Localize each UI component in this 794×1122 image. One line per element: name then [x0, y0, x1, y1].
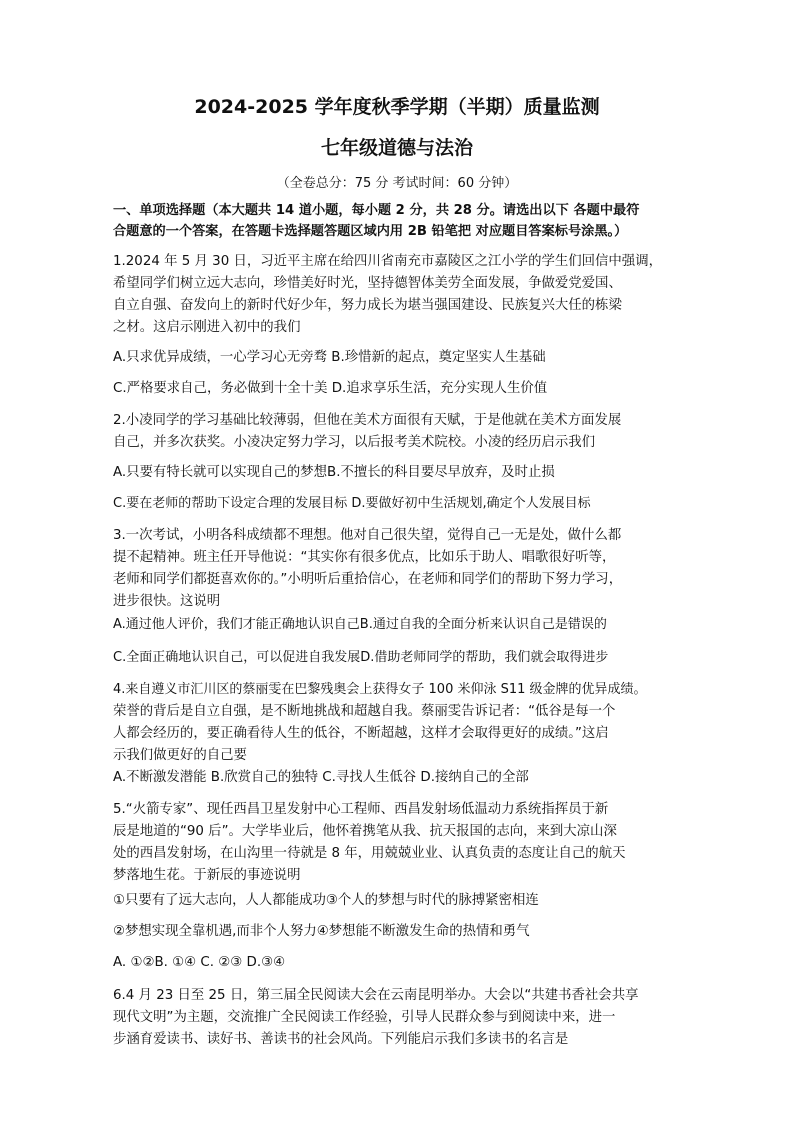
section-instructions-line: 一、单项选择题（本大题共 14 道小题，每小题 2 分，共 28 分。请选出以下 各题中最符 — [113, 203, 640, 218]
question-3-option-line: A.通过他人评价，我们才能正确地认识自己B.通过自我的全面分析来认识自己是错误的 — [113, 617, 607, 632]
question-5-stem-line: 处的西昌发射场，在山沟里一待就是 8 年，用兢兢业业、认真负责的态度让自己的航天 — [113, 846, 626, 861]
question-1-option-line: A.只求优异成绩，一心学习心无旁骛 B.珍惜新的起点，奠定坚实人生基础 — [113, 350, 546, 365]
question-1-stem-line: 希望同学们树立远大志向，珍惜美好时光，坚持德智体美劳全面发展，争做爱党爱国、 — [113, 276, 622, 291]
question-5-option-line: A. ①②B. ①④ C. ②③ D.③④ — [113, 955, 286, 970]
section-instructions-line: 合题意的一个答案，在答题卡选择题答题区域内用 2B 铅笔把 对应题目答案标号涂黑。） — [113, 224, 628, 239]
question-5-stem-line: 5.“火箭专家”、现任西昌卫星发射中心工程师、西昌发射场低温动力系统指挥员于新 — [113, 802, 609, 817]
question-5-statement-line: ①只要有了远大志向，人人都能成功③个人的梦想与时代的脉搏紧密相连 — [113, 893, 539, 908]
question-1-stem-line: 自立自强、奋发向上的新时代好少年，努力成长为堪当强国建设、民族复兴大任的栋梁 — [113, 298, 622, 313]
question-5-stem-line: 梦落地生花。于新辰的事迹说明 — [113, 868, 301, 883]
question-3-stem-line: 老师和同学们都挺喜欢你的。”小明听后重拾信心，在老师和同学们的帮助下努力学习， — [113, 572, 623, 587]
question-3-stem-line: 进步很快。这说明 — [113, 594, 221, 609]
question-2-option-line: C.要在老师的帮助下设定合理的发展目标 D.要做好初中生活规划,确定个人发展目标 — [113, 496, 591, 511]
question-1-stem-line: 1.2024 年 5 月 30 日，习近平主席在给四川省南充市嘉陵区之江小学的学生们回信中强调， — [113, 254, 662, 269]
question-2-stem-line: 自己，并多次获奖。小凌决定努力学习，以后报考美术院校。小凌的经历启示我们 — [113, 435, 596, 450]
question-4-stem-line: 人都会经历的，要正确看待人生的低谷，不断超越，这样才会取得更好的成绩。”这启 — [113, 726, 609, 741]
question-4-stem-line: 荣誉的背后是自立自强，是不断地挑战和超越自我。蔡丽雯告诉记者：“低谷是每一个 — [113, 704, 616, 719]
exam-title: 2024-2025 学年度秋季学期（半期）质量监测 — [194, 96, 600, 118]
question-4-option-line: A.不断激发潜能 B.欣赏自己的独特 C.寻找人生低谷 D.接纳自己的全部 — [113, 770, 529, 785]
question-6-stem-line: 步涵育爱读书、读好书、善读书的社会风尚。下列能启示我们多读书的名言是 — [113, 1032, 569, 1047]
question-2-stem-line: 2.小凌同学的学习基础比较薄弱，但他在美术方面很有天赋，于是他就在美术方面发展 — [113, 413, 622, 428]
question-5-stem-line: 辰是地道的“90 后”。大学毕业后，他怀着携笔从我、抗天报国的志向，来到大凉山深 — [113, 824, 617, 839]
question-6-stem-line: 6.4 月 23 日至 25 日，第三届全民阅读大会在云南昆明举办。大会以“共建书香社会共享 — [113, 988, 639, 1003]
question-1-stem-line: 之材。这启示刚进入初中的我们 — [113, 320, 301, 335]
question-4-stem-line: 示我们做更好的自己要 — [113, 748, 247, 763]
question-5-statement-line: ②梦想实现全靠机遇,而非个人努力④梦想能不断激发生命的热情和勇气 — [113, 924, 530, 939]
question-3-option-line: C.全面正确地认识自己，可以促进自我发展D.借助老师同学的帮助，我们就会取得进步 — [113, 650, 609, 665]
exam-info: （全卷总分：75 分 考试时间：60 分钟） — [276, 176, 518, 191]
question-4-stem-line: 4.来自遵义市汇川区的蔡丽雯在巴黎残奥会上获得女子 100 米仰泳 S11 级金牌的优异成绩。 — [113, 682, 647, 697]
question-3-stem-line: 提不起精神。班主任开导他说：“其实你有很多优点，比如乐于助人、唱歌很好听等， — [113, 550, 616, 565]
question-2-option-line: A.只要有特长就可以实现自己的梦想B.不擅长的科目要尽早放弃，及时止损 — [113, 465, 555, 480]
question-6-stem-line: 现代文明”为主题，交流推广全民阅读工作经验，引导人民群众参与到阅读中来，进一 — [113, 1010, 616, 1025]
subject-title: 七年级道德与法治 — [320, 137, 473, 159]
question-3-stem-line: 3.一次考试，小明各科成绩都不理想。他对自己很失望，觉得自己一无是处，做什么都 — [113, 528, 622, 543]
question-1-option-line: C.严格要求自己，务必做到十全十美 D.追求享乐生活，充分实现人生价值 — [113, 381, 548, 396]
